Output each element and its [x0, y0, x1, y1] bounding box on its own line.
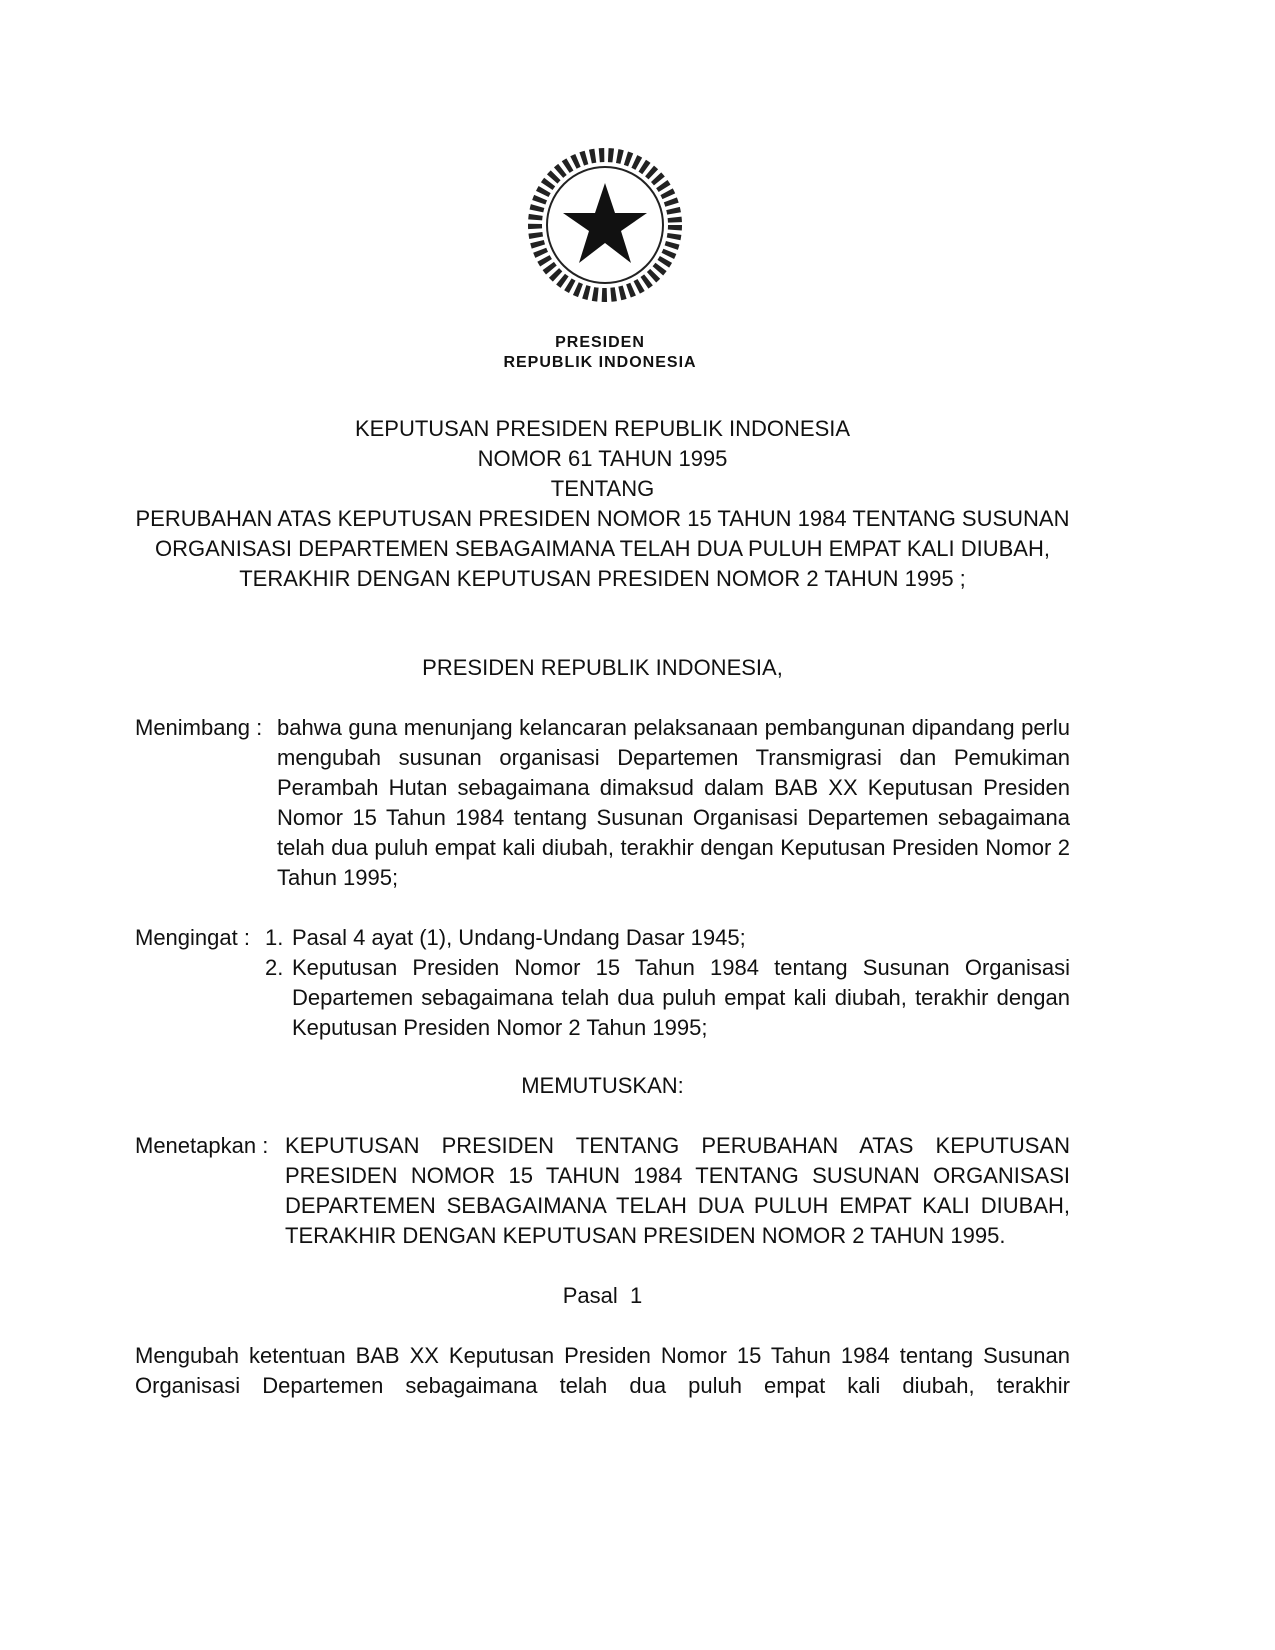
title-line-4: PERUBAHAN ATAS KEPUTUSAN PRESIDEN NOMOR 15 TAHUN 1984 TENTANG SUSUNAN: [135, 506, 1070, 531]
menetapkan-text: KEPUTUSAN PRESIDEN TENTANG PERUBAHAN ATAS KEPUTUSAN PRESIDEN NOMOR 15 TAHUN 1984 TENTANG SUSUNAN ORGANISASI DEPARTEMEN SEBAGAIMANA TELAH DUA PULUH EMPAT KALI DIUBAH, TERAKHIR DENGAN KEPUTUSAN PRESIDEN NOMOR 2 TAHUN 1995.: [285, 1133, 1070, 1248]
mengingat-section: [135, 923, 1070, 1043]
letterhead-line-2: REPUBLIK INDONESIA: [503, 354, 697, 371]
item-text: Keputusan Presiden Nomor 15 Tahun 1984 tentang Susunan Organisasi Departemen sebagaimana telah dua puluh empat kali diubah, terakhir dengan Keputusan Presiden Nomor 2 Tahun 1995;: [292, 955, 1070, 1040]
menimbang-label: Menimbang :: [135, 715, 263, 740]
menetapkan-section: [135, 1131, 1070, 1251]
pasal-1-text: Mengubah ketentuan BAB XX Keputusan Presiden Nomor 15 Tahun 1984 tentang Susunan Organisasi Departemen sebagaimana telah dua puluh empat kali diubah, terakhir: [135, 1343, 1070, 1398]
mengingat-label: Mengingat :: [135, 925, 250, 950]
menetapkan-label: Menetapkan :: [135, 1133, 269, 1158]
menimbang-text: bahwa guna menunjang kelancaran pelaksanaan pembangunan dipandang perlu mengubah susunan organisasi Departemen Transmigrasi dan Pemukiman Perambah Hutan sebagaimana dimaksud dalam BAB XX Keputusan Presiden Nomor 15 Tahun 1984 tentang Susunan Organisasi Departemen sebagaimana telah dua puluh empat kali diubah, terakhir dengan Keputusan Presiden Nomor 2 Tahun 1995;: [277, 715, 1070, 890]
item-text: Pasal 4 ayat (1), Undang-Undang Dasar 1945;: [292, 925, 746, 950]
document-title: [130, 414, 1075, 594]
item-number: 1.: [265, 925, 284, 950]
pasal-1-heading: Pasal 1: [562, 1283, 643, 1308]
memutuskan-heading: MEMUTUSKAN:: [521, 1073, 684, 1098]
item-number: 2.: [265, 955, 284, 980]
mengingat-item: [265, 923, 1070, 953]
title-line-5: ORGANISASI DEPARTEMEN SEBAGAIMANA TELAH DUA PULUH EMPAT KALI DIUBAH,: [155, 536, 1050, 561]
title-line-2: NOMOR 61 TAHUN 1995: [477, 446, 728, 471]
mengingat-item: [265, 953, 1070, 1043]
menimbang-section: [135, 713, 1070, 893]
letterhead: [470, 333, 730, 373]
title-line-3: TENTANG: [550, 476, 655, 501]
pasal-1-section: [135, 1341, 1070, 1401]
letterhead-line-1: PRESIDEN: [555, 334, 645, 351]
garuda-seal-emblem: [525, 145, 685, 305]
title-line-6: TERAKHIR DENGAN KEPUTUSAN PRESIDEN NOMOR 2 TAHUN 1995 ;: [239, 566, 966, 591]
president-heading: PRESIDEN REPUBLIK INDONESIA,: [422, 655, 783, 680]
title-line-1: KEPUTUSAN PRESIDEN REPUBLIK INDONESIA: [354, 416, 851, 441]
